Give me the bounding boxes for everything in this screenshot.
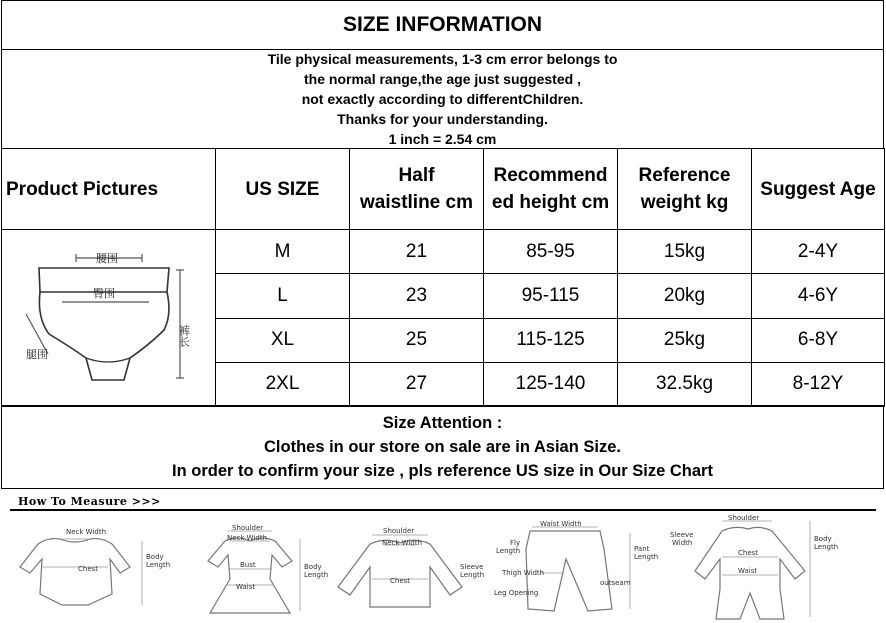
header-suggest-age: Suggest Age xyxy=(752,149,885,230)
label: Length xyxy=(634,553,659,561)
product-picture-cell xyxy=(2,230,216,407)
label: Shoulder xyxy=(383,527,415,535)
how-to-measure-title: How To Measure >>> xyxy=(18,495,161,508)
cell-size: XL xyxy=(216,318,350,362)
cell-height: 125-140 xyxy=(484,362,618,406)
waist-label: 腰围 xyxy=(95,252,118,265)
label: Width xyxy=(672,539,693,547)
measure-diagrams xyxy=(0,489,886,623)
cell-size: L xyxy=(216,274,350,318)
label: Body xyxy=(814,535,832,543)
attention-heading: Size Attention : xyxy=(382,414,503,432)
label: Length xyxy=(460,571,485,579)
hip-label: 臀围 xyxy=(92,287,115,300)
cell-waist: 27 xyxy=(350,362,484,406)
header-line: weight kg xyxy=(640,192,729,213)
label: Leg Opening xyxy=(494,589,539,597)
cell-size: M xyxy=(216,230,350,274)
cell-weight: 32.5kg xyxy=(618,362,752,406)
label: Chest xyxy=(738,549,759,557)
note-line: 1 inch = 2.54 cm xyxy=(388,131,497,147)
label: Thigh Width xyxy=(502,569,545,577)
cell-waist: 21 xyxy=(350,230,484,274)
romper-diagram xyxy=(670,514,838,619)
header-line: Reference xyxy=(638,165,731,186)
cell-age: 8-12Y xyxy=(752,362,885,406)
header-line: waistline cm xyxy=(360,192,473,213)
note-line: Tile physical measurements, 1-3 cm error belongs to xyxy=(267,51,618,67)
table-header-row xyxy=(2,149,885,230)
cell-waist: 25 xyxy=(350,318,484,362)
cell-age: 4-6Y xyxy=(752,274,885,318)
attention-line: In order to confirm your size , pls reference US size in Our Size Chart xyxy=(172,462,713,480)
leg-label: 腿围 xyxy=(25,348,48,361)
label: Body xyxy=(146,553,164,561)
pants-diagram xyxy=(494,520,658,611)
title-text: SIZE INFORMATION xyxy=(342,13,543,36)
header-line: ed height cm xyxy=(491,192,610,213)
label: Length xyxy=(304,571,329,579)
size-attention xyxy=(1,405,884,489)
label: Pant xyxy=(634,545,650,553)
size-information-title xyxy=(1,0,884,50)
label: Length xyxy=(496,547,521,555)
label: Waist xyxy=(738,567,758,575)
note-line: the normal range,the age just suggested , xyxy=(304,71,581,87)
measurement-notes xyxy=(1,49,884,149)
cell-weight: 15kg xyxy=(618,230,752,274)
cell-height: 85-95 xyxy=(484,230,618,274)
header-reference-weight xyxy=(618,149,752,230)
label: Fly xyxy=(510,539,521,547)
label: Body xyxy=(304,563,322,571)
label: Length xyxy=(814,543,839,551)
label: Length xyxy=(146,561,171,569)
briefs-diagram xyxy=(4,230,214,400)
label: Chest xyxy=(390,577,411,585)
cell-weight: 25kg xyxy=(618,318,752,362)
bodysuit-diagram xyxy=(20,528,170,605)
label: Chest xyxy=(78,565,99,573)
header-product-pictures: Product Pictures xyxy=(2,149,216,230)
cell-age: 2-4Y xyxy=(752,230,885,274)
note-line: Thanks for your understanding. xyxy=(337,111,548,127)
label: Neck Width xyxy=(227,534,268,542)
how-to-measure-panel xyxy=(0,489,886,623)
cell-height: 115-125 xyxy=(484,318,618,362)
cell-waist: 23 xyxy=(350,274,484,318)
note-line: not exactly according to differentChildren. xyxy=(301,91,584,107)
label: Neck Width xyxy=(382,539,423,547)
dress-diagram xyxy=(208,524,328,613)
size-table xyxy=(1,148,885,407)
label: Shoulder xyxy=(232,524,264,532)
cell-size: 2XL xyxy=(216,362,350,406)
cell-height: 95-115 xyxy=(484,274,618,318)
cell-weight: 20kg xyxy=(618,274,752,318)
label: Waist Width xyxy=(540,520,582,528)
label: Sleeve xyxy=(670,531,694,539)
label: Bust xyxy=(240,561,256,569)
table-row xyxy=(2,230,885,274)
header-half-waistline xyxy=(350,149,484,230)
long-sleeve-top-diagram xyxy=(338,527,484,607)
header-us-size: US SIZE xyxy=(216,149,350,230)
attention-line: Clothes in our store on sale are in Asian Size. xyxy=(264,438,621,456)
label: Sleeve xyxy=(460,563,484,571)
cell-age: 6-8Y xyxy=(752,318,885,362)
header-recommended-height xyxy=(484,149,618,230)
header-line: Half xyxy=(398,165,435,186)
header-line: Recommend xyxy=(493,165,608,186)
label: Neck Width xyxy=(66,528,107,536)
length-label: 裤长 xyxy=(177,325,190,347)
label: Shoulder xyxy=(728,514,760,522)
label: Waist xyxy=(236,583,256,591)
label: outseam xyxy=(600,579,631,587)
